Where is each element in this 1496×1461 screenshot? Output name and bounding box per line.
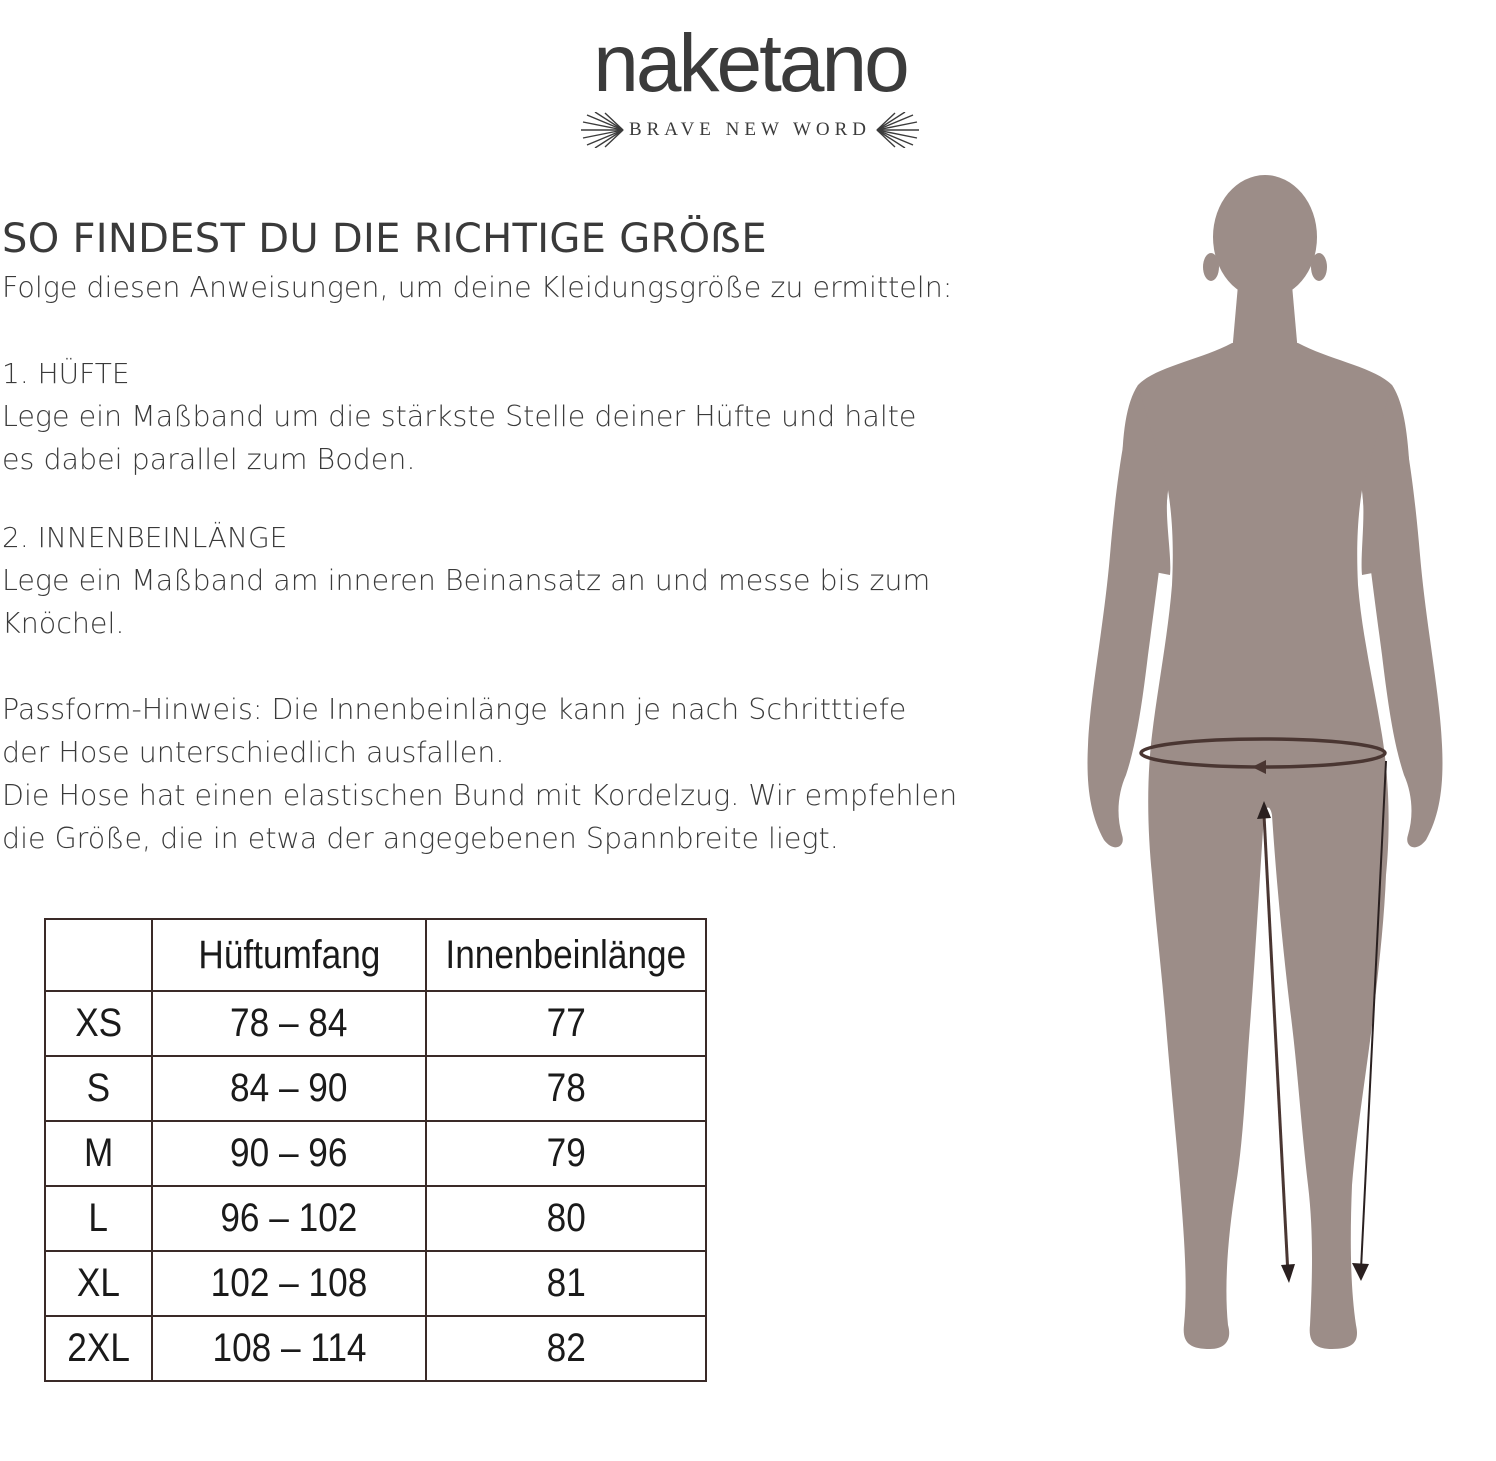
size-cell: L <box>45 1186 152 1251</box>
hip-instruction-line-1: Lege ein Maßband um die stärkste Stelle deiner Hüfte und halte <box>2 400 917 433</box>
size-cell: 2XL <box>45 1316 152 1381</box>
brand-logo <box>560 18 940 148</box>
fit-note-line-2: der Hose unterschiedlich ausfallen. <box>2 736 505 769</box>
hip-cell: 102 – 108 <box>152 1251 426 1316</box>
table-row <box>45 991 706 1056</box>
size-cell: M <box>45 1121 152 1186</box>
fit-note-line-4: die Größe, die in etwa der angegebenen Spannbreite liegt. <box>2 822 839 855</box>
neck-shape <box>1232 285 1298 353</box>
hip-section-title: 1. HÜFTE <box>2 357 130 390</box>
hip-cell: 84 – 90 <box>152 1056 426 1121</box>
outseam-arrow-bottom-icon <box>1352 1263 1369 1281</box>
table-header-row <box>45 919 706 991</box>
inseam-instruction-line-2: Knöchel. <box>2 607 125 640</box>
ear-right-shape <box>1311 253 1327 281</box>
size-cell: XL <box>45 1251 152 1316</box>
inseam-cell: 79 <box>426 1121 706 1186</box>
hip-cell: 108 – 114 <box>152 1316 426 1381</box>
hip-cell: 78 – 84 <box>152 991 426 1056</box>
size-table <box>44 918 707 1382</box>
hip-instruction-line-2: es dabei parallel zum Boden. <box>2 443 416 476</box>
inseam-cell: 82 <box>426 1316 706 1381</box>
inseam-cell: 81 <box>426 1251 706 1316</box>
table-header-inseam: Innenbeinlänge <box>426 919 706 991</box>
hip-cell: 96 – 102 <box>152 1186 426 1251</box>
left-fan-ornament-icon <box>581 112 625 148</box>
size-cell: XS <box>45 991 152 1056</box>
ear-left-shape <box>1203 253 1219 281</box>
hip-cell: 90 – 96 <box>152 1121 426 1186</box>
brand-tagline: BRAVE NEW WORD <box>628 119 872 140</box>
table-row <box>45 1056 706 1121</box>
inseam-instruction-line-1: Lege ein Maßband am inneren Beinansatz an und messe bis zum <box>2 564 931 597</box>
brand-name: naketano <box>593 18 907 109</box>
right-fan-ornament-icon <box>875 112 919 148</box>
size-guide-text <box>2 212 1002 860</box>
brand-tagline-row <box>560 112 940 148</box>
inseam-section-title: 2. INNENBEINLÄNGE <box>2 521 288 554</box>
table-header-size <box>45 919 152 991</box>
guide-title: SO FINDEST DU DIE RICHTIGE GRÖẞE <box>2 216 768 262</box>
guide-intro: Folge diesen Anweisungen, um deine Kleidungsgröße zu ermitteln: <box>2 271 953 304</box>
body-silhouette-illustration <box>1060 175 1480 1365</box>
table-row <box>45 1121 706 1186</box>
head-shape <box>1213 175 1317 299</box>
inseam-cell: 78 <box>426 1056 706 1121</box>
table-row <box>45 1186 706 1251</box>
table-row <box>45 1251 706 1316</box>
table-row <box>45 1316 706 1381</box>
inseam-cell: 77 <box>426 991 706 1056</box>
fit-note-line-1: Passform-Hinweis: Die Innenbeinlänge kann je nach Schritttiefe <box>2 693 907 726</box>
size-cell: S <box>45 1056 152 1121</box>
fit-note-line-3: Die Hose hat einen elastischen Bund mit Kordelzug. Wir empfehlen <box>2 779 958 812</box>
table-header-hip: Hüftumfang <box>152 919 426 991</box>
inseam-arrow-bottom-icon <box>1281 1264 1295 1283</box>
inseam-cell: 80 <box>426 1186 706 1251</box>
